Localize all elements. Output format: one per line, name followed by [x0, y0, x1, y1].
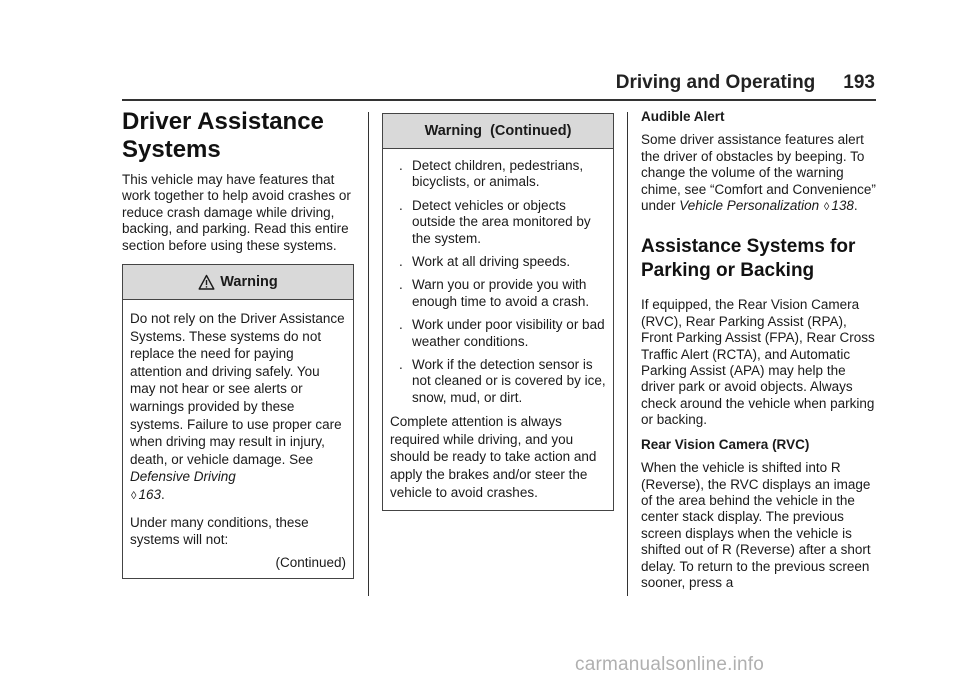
cross-ref-page[interactable]: 163: [138, 486, 161, 502]
rvc-paragraph: When the vehicle is shifted into R (Reverse), the RVC displays an image of the area behind the vehicle in the center stack display. The previous screen displays when the vehicle is shifted out of R (Reverse) after a short delay. To return to the previous screen sooner, press a: [641, 460, 871, 590]
warning-heading: Warning: [220, 274, 278, 291]
bullet-text: Work if the detection sensor is not cleaned or is covered by ice, snow, mud, or dirt.: [412, 357, 606, 405]
warning-box: [122, 264, 354, 579]
warning-paragraph: Do not rely on the Driver Assistance Systems. These systems do not replace the need for paying attention and driving safely. You may not hear or see alerts or warnings provided by these systems. Failure to use proper care when driving may result in injury, death, or vehicle damage. See Defensive Driving ◊ 163.: [130, 311, 345, 502]
bullet: .: [399, 158, 403, 173]
bullet-text: Warn you or provide you with enough time to avoid a crash.: [412, 277, 590, 309]
warning-bullet-list: [390, 158, 606, 406]
section-heading-line2: Parking or Backing: [641, 260, 815, 282]
page-ref-arrow-icon: ◊: [823, 201, 830, 214]
bullet: .: [399, 317, 403, 333]
warning-closing: Complete attention is always required while driving, and you should be ready to take action and apply the brakes and/or steer the vehicle to avoid crashes.: [390, 414, 597, 500]
list-item: [390, 357, 606, 406]
warning-triangle-icon: [198, 274, 215, 291]
list-item: [390, 254, 606, 270]
bullet-text: Detect vehicles or objects outside the area monitored by the system.: [412, 197, 591, 246]
warning-header: [123, 265, 353, 300]
intro-paragraph: This vehicle may have features that work together to help avoid crashes or reduce crash damage while driving, backing, and parking. Read this entire section before using these systems.: [122, 172, 351, 253]
parking-systems-paragraph: If equipped, the Rear Vision Camera (RVC), Rear Parking Assist (RPA), Front Parking Assist (FPA), Rear Cross Traffic Alert (RCTA), and Automatic Parking Assist (APA) may help the driver park or avoid objects. Always check around the vehicle when parking or backing.: [641, 297, 875, 428]
warning-paragraph-2: Under many conditions, these systems will not:: [130, 514, 309, 548]
section-heading-line1: Assistance Systems for: [641, 236, 856, 258]
warning-continued-body: [383, 149, 613, 510]
watermark: carmanualsonline.info: [575, 654, 765, 675]
cross-ref-defensive-driving[interactable]: Defensive Driving: [130, 469, 236, 485]
continued-label: (Continued): [275, 554, 346, 570]
bullet-text: Work under poor visibility or bad weather conditions.: [412, 317, 605, 349]
list-item: [390, 317, 606, 350]
warning-text: Do not rely on the Driver Assistance Systems. These systems do not replace the need for paying attention and driving safely. You may not hear or see alerts or warnings provided by these systems. Failure to use proper care when driving may result in injury, death, or vehicle damage. See: [130, 311, 345, 467]
cross-ref-page[interactable]: 138: [831, 198, 854, 214]
rvc-heading: Rear Vision Camera (RVC): [641, 436, 810, 452]
list-item: [390, 277, 606, 310]
column-divider-right: [627, 112, 628, 596]
audible-alert-text: Some driver assistance features alert the driver of obstacles by beeping. To change the volume of the warning chime, see “Comfort and Convenience” under: [641, 132, 876, 214]
bullet: .: [399, 254, 403, 270]
page-ref-arrow-icon: ◊: [131, 489, 137, 502]
page-number: 193: [843, 72, 875, 93]
cross-ref-vehicle-personalization[interactable]: Vehicle Personalization: [679, 198, 820, 214]
list-item: [390, 198, 606, 247]
audible-alert-paragraph: Some driver assistance features alert the driver of obstacles by beeping. To change the volume of the warning chime, see “Comfort and Convenience” under Vehicle Personalization ◊ 138.: [641, 132, 876, 214]
page-header: [600, 72, 875, 94]
chapter-heading-line1: Driver Assistance: [122, 108, 324, 135]
column-divider-left: [368, 112, 369, 596]
bullet: .: [399, 197, 403, 213]
bullet: .: [399, 277, 403, 293]
header-section-title: Driving and Operating: [615, 72, 816, 93]
warning-box-continued: [382, 113, 614, 511]
warning-continued-header: Warning (Continued): [383, 114, 613, 149]
section-heading: [641, 235, 881, 283]
warning-body: [123, 300, 353, 578]
list-item: [390, 158, 606, 191]
chapter-heading: [122, 108, 354, 164]
header-rule: [122, 99, 876, 101]
column-3: [641, 109, 881, 599]
bullet-text: Work at all driving speeds.: [412, 254, 571, 270]
bullet-text: Detect children, pedestrians, bicyclists, or animals.: [412, 158, 584, 190]
chapter-heading-line2: Systems: [122, 136, 221, 163]
column-1: [122, 108, 354, 579]
bullet: .: [399, 357, 403, 373]
column-2: [382, 113, 614, 511]
audible-alert-heading: Audible Alert: [641, 109, 725, 124]
